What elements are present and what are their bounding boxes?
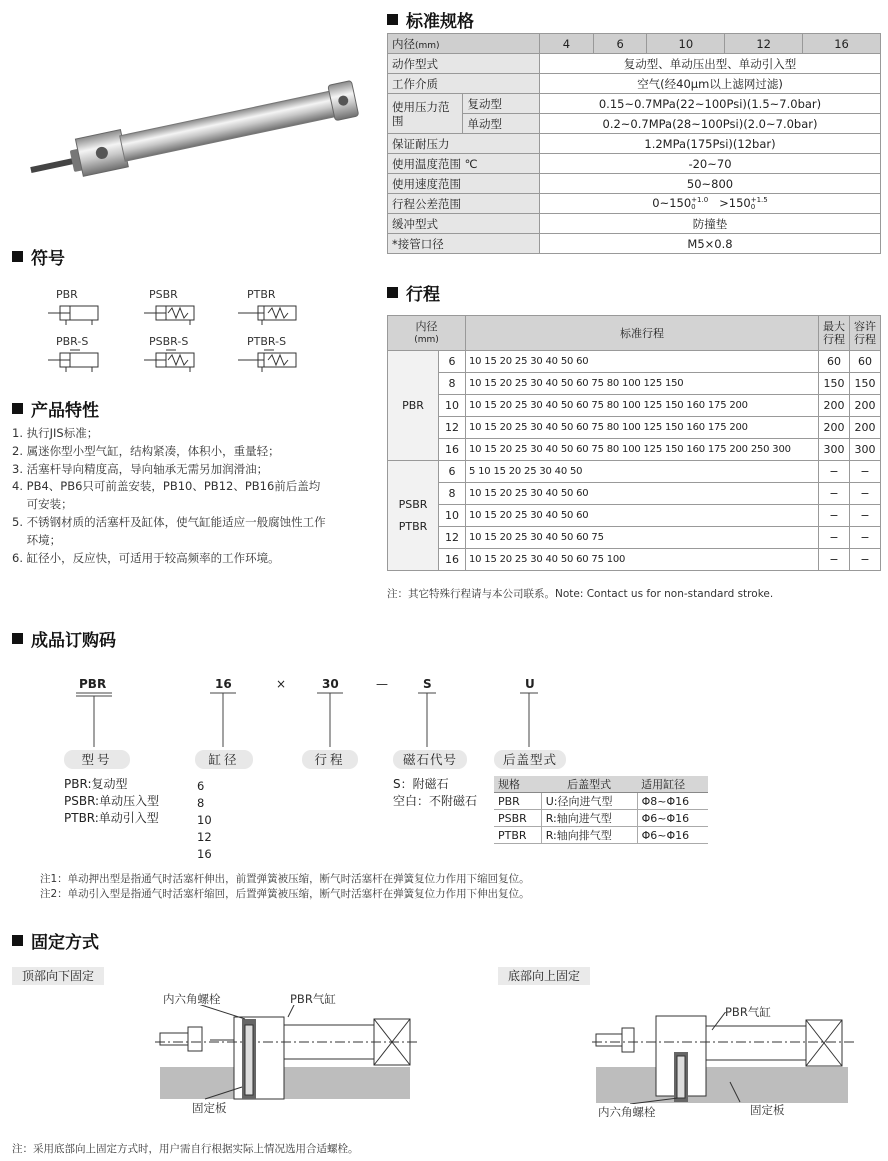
stroke-std-header: 标准行程 [466,316,819,351]
table-row: PSBR R:轴向进气型 Φ6~Φ16 [494,810,708,827]
feature-item: 1. 执行JIS标准； [12,426,99,440]
mount-bottom-up-drawing [590,1012,860,1104]
symbol-label: PTBR [247,288,276,301]
spec-tolerance-label: 行程公差范围 [388,194,540,214]
stroke-cell-strokes: 10 15 20 25 30 40 50 60 75 80 100 125 150 160 175 200 250 300 [466,439,819,461]
stroke-table [387,315,881,571]
spec-bore-10: 10 [647,34,725,54]
table-row: PBR U:径向进气型 Φ8~Φ16 [494,793,708,810]
table-row [388,483,881,505]
code-magnet: S [423,677,432,691]
stroke-cell-allow: 200 [850,417,881,439]
stroke-cell-allow: 200 [850,395,881,417]
spec-row-value: 1.2MPa(175Psi)(12bar) [540,134,881,154]
stroke-cell-strokes: 10 15 20 25 30 40 50 60 [466,505,819,527]
features-list [12,425,372,567]
stroke-cell-strokes: 10 15 20 25 30 40 50 60 75 80 100 125 150 160 175 200 [466,395,819,417]
spec-bore-4: 4 [540,34,594,54]
stroke-cell-max: − [819,527,850,549]
spec-row-value: 50~800 [540,174,881,194]
stroke-cell-allow: 300 [850,439,881,461]
mount-right-bolt-label: 内六角螺栓 [598,1105,656,1119]
mount-left-cylinder-label: PBR气缸 [290,992,336,1006]
spec-heading: 标准规格 [387,7,474,32]
stroke-cell-allow: 150 [850,373,881,395]
product-photo [15,60,365,190]
features-heading: 产品特性 [12,396,99,421]
label-stroke: 行程 [302,750,358,769]
table-row: PTBR R:轴向排气型 Φ6~Φ16 [494,827,708,844]
order-notes: 注1：单动押出型是指通气时活塞杆伸出，前置弹簧被压缩，断气时活塞杆在弹簧复位力作用下缩回复位。 注2：单动引入型是指通气时活塞杆缩回，后置弹簧被压缩，断气时活塞杆在弹簧复位力作用下伸出复位。 [40,873,530,900]
label-model: 型号 [64,750,130,769]
code-stroke: 30 [322,677,339,691]
spec-row-label: 缓冲型式 [388,214,540,234]
stroke-cell-strokes: 5 10 15 20 25 30 40 50 [466,461,819,483]
stroke-cell-strokes: 10 15 20 25 30 40 50 60 75 80 100 125 150 160 175 200 [466,417,819,439]
table-row [388,439,881,461]
spec-row-label: *接管口径 [388,234,540,254]
spec-row-label: 工作介质 [388,74,540,94]
stroke-cell-max: 200 [819,417,850,439]
stroke-cell-bore: 6 [439,461,466,483]
order-code [0,670,888,870]
stroke-cell-max: 300 [819,439,850,461]
spec-bore-label: 内径(mm) [388,34,540,54]
spec-row-value: 防撞垫 [540,214,881,234]
spec-row-value: 空气(经40μm以上滤网过滤) [540,74,881,94]
symbol-label: PSBR [149,288,178,301]
stroke-cell-allow: − [850,461,881,483]
spec-pressure-label: 使用压力范围 [388,94,463,134]
stroke-note: 注：其它特殊行程请与本公司联系。Note: Contact us for non-standard stroke. [387,588,774,600]
stroke-cell-max: − [819,505,850,527]
stroke-allow-header: 容许行程 [850,316,881,351]
stroke-cell-allow: − [850,549,881,571]
bore-list: 6 8 10 12 16 [197,779,212,861]
table-row [388,351,881,373]
stroke-cell-bore: 10 [439,505,466,527]
stroke-cell-max: − [819,549,850,571]
stroke-cell-strokes: 10 15 20 25 30 40 50 60 75 100 [466,549,819,571]
stroke-cell-max: 150 [819,373,850,395]
stroke-cell-allow: − [850,505,881,527]
mount-right-plate-label: 固定板 [750,1103,785,1117]
feature-item: 5. 不锈钢材质的活塞杆及缸体，使气缸能适应一般腐蚀性工作 [12,514,326,529]
code-model: PBR [79,677,107,691]
stroke-cell-strokes: 10 15 20 25 30 40 50 60 75 80 100 125 150 [466,373,819,395]
spec-row-value: -20~70 [540,154,881,174]
stroke-cell-strokes: 10 15 20 25 30 40 50 60 75 [466,527,819,549]
code-leader-lines [0,670,888,760]
stroke-cell-allow: − [850,483,881,505]
table-row [388,373,881,395]
stroke-cell-allow: − [850,527,881,549]
table-row [388,395,881,417]
label-magnet: 磁石代号 [393,750,467,769]
stroke-max-header: 最大行程 [819,316,850,351]
stroke-cell-strokes: 10 15 20 25 30 40 50 60 [466,483,819,505]
stroke-cell-bore: 16 [439,439,466,461]
rear-cover-table: 规格 后盖型式 适用缸径 PBR U:径向进气型 Φ8~Φ16 PSBR R:轴向进气型 Φ6~Φ16 PTBR R:轴向排气型 Φ6~Φ16 [494,776,708,844]
spec-row-value: 复动型、单动压出型、单动引入型 [540,54,881,74]
stroke-cell-max: 200 [819,395,850,417]
table-row [388,417,881,439]
spec-bore-6: 6 [593,34,647,54]
order-heading: 成品订购码 [12,626,116,651]
stroke-cell-bore: 8 [439,483,466,505]
feature-item: 2. 属迷你型小型气缸，结构紧凑，体积小，重量轻； [12,443,280,458]
spec-row-label: 使用速度范围 [388,174,540,194]
feature-item: 3. 活塞杆导向精度高，导向轴承无需另加润滑油； [12,461,269,476]
symbol-label: PBR [56,288,78,301]
spec-row-value: M5×0.8 [540,234,881,254]
symbol-grid [48,288,318,378]
symbol-label: PTBR-S [247,335,287,348]
code-times: × [276,677,287,691]
spec-pressure-single-value: 0.2~0.7MPa(28~100Psi)(2.0~7.0bar) [540,114,881,134]
table-row [388,461,881,483]
feature-item: 环境； [12,532,62,547]
code-dash: — [376,677,388,691]
stroke-cell-max: − [819,461,850,483]
symbol-heading: 符号 [12,244,65,269]
feature-item: 可安装； [12,497,73,512]
spec-tolerance-value: 0~150+1.0 0 >150+1.5 0 [540,194,881,214]
model-list: PBR:复动型 PSBR:单动压入型 PTBR:单动引入型 [64,777,160,825]
table-row [388,527,881,549]
symbol-label: PSBR-S [149,335,189,348]
stroke-cell-bore: 10 [439,395,466,417]
mount-left-plate-label: 固定板 [192,1101,227,1115]
mount-heading: 固定方式 [12,928,99,953]
symbol-label: PBR-S [56,335,89,348]
mount-top-down-drawing [150,1005,420,1100]
spec-bore-16: 16 [803,34,881,54]
symbol-drawings [48,302,318,382]
table-row [388,505,881,527]
stroke-cell-strokes: 10 15 20 25 30 40 50 60 [466,351,819,373]
mount-left-bolt-label: 内六角螺栓 [163,992,221,1006]
code-rear: U [525,677,535,691]
stroke-cell-max: 60 [819,351,850,373]
magnet-list: S：附磁石 空白：不附磁石 [393,777,478,808]
feature-item: 4. PB4、PB6只可前盖安装，PB10、PB12、PB16前后盖均 [12,479,321,494]
spec-pressure-single-label: 单动型 [463,114,540,134]
stroke-cell-allow: 60 [850,351,881,373]
spec-row-label: 保证耐压力 [388,134,540,154]
feature-item: 6. 缸径小，反应快，可适用于较高频率的工作环境。 [12,550,280,565]
mount-right-cylinder-label: PBR气缸 [725,1005,771,1019]
label-bore: 缸径 [195,750,253,769]
stroke-cell-bore: 12 [439,527,466,549]
stroke-cell-max: − [819,483,850,505]
spec-pressure-double-label: 复动型 [463,94,540,114]
stroke-heading: 行程 [387,280,440,305]
code-bore: 16 [215,677,232,691]
mount-note: 注：采用底部向上固定方式时，用户需自行根据实际上情况选用合适螺栓。 [12,1143,359,1155]
stroke-group-name: PSBR PTBR [388,461,439,571]
stroke-cell-bore: 16 [439,549,466,571]
mount-bottom-up-tag: 底部向上固定 [498,967,590,985]
stroke-cell-bore: 12 [439,417,466,439]
spec-bore-12: 12 [725,34,803,54]
spec-table [387,33,881,254]
stroke-cell-bore: 6 [439,351,466,373]
stroke-bore-header: 内径 (mm) [388,316,466,351]
mount-top-down-tag: 顶部向下固定 [12,967,104,985]
spec-row-label: 使用温度范围 ℃ [388,154,540,174]
spec-pressure-double-value: 0.15~0.7MPa(22~100Psi)(1.5~7.0bar) [540,94,881,114]
table-row [388,549,881,571]
stroke-group-name: PBR [388,351,439,461]
spec-row-label: 动作型式 [388,54,540,74]
stroke-cell-bore: 8 [439,373,466,395]
label-rear: 后盖型式 [494,750,566,769]
